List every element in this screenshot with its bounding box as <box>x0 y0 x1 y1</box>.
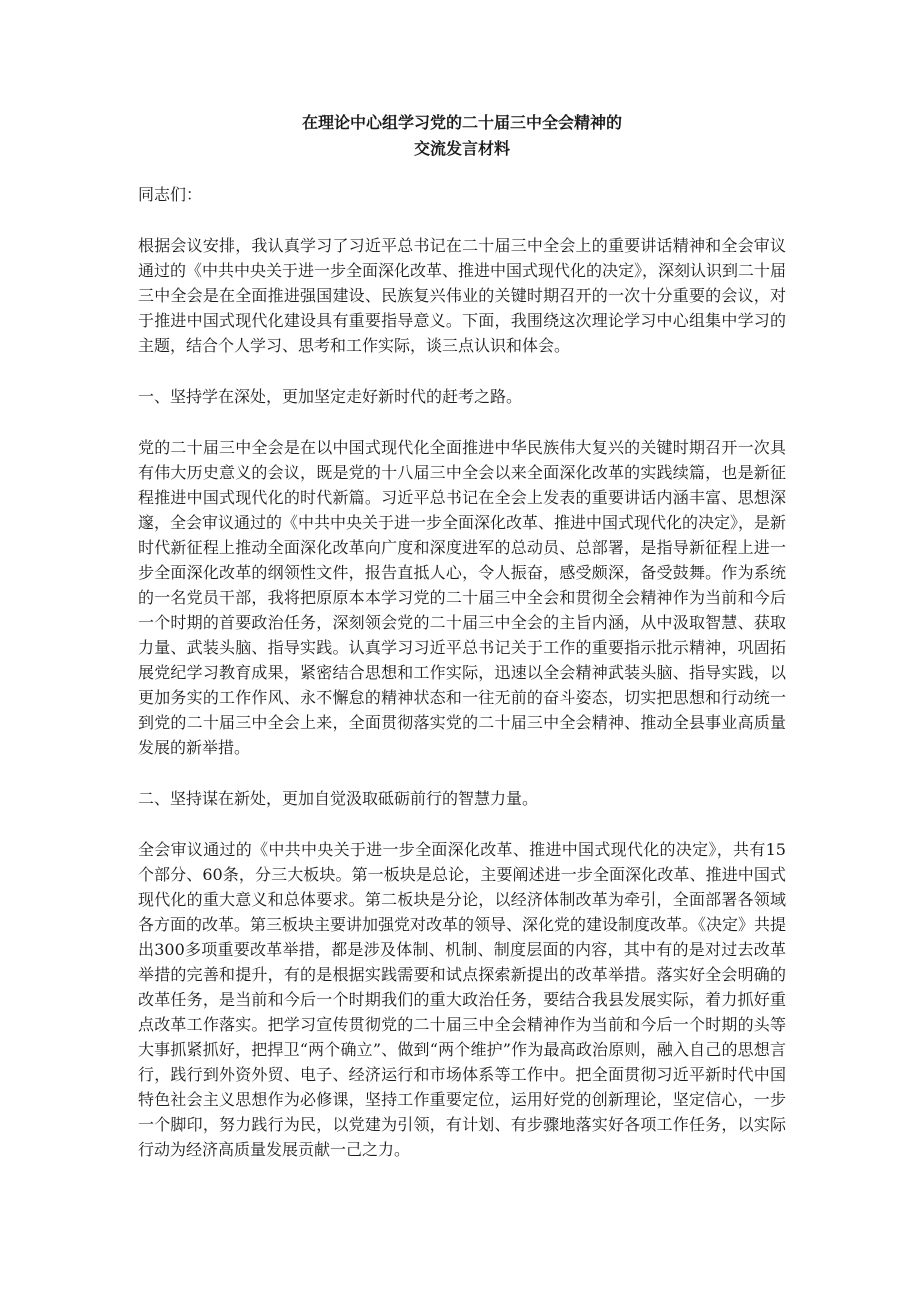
section-1-heading: 一、坚持学在深处，更加坚定走好新时代的赶考之路。 <box>138 387 523 406</box>
section-1-body: 党的二十届三中全会是在以中国式现代化全面推进中华民族伟大复兴的关键时期召开一次具有伟大历史意义的会议，既是党的十八届三中全会以来全面深化改革的实践续篇，也是新征程推进中国式现代化的时代新篇。习近平总书记在全会上发表的重要讲话内涵丰富、思想深邃，全会审议通过的《中共中央关于进一步全面深化改革、推进中国式现代化的决定》，是新时代新征程上推动全面深化改革向广度和深度进军的总动员、总部署，是指导新征程上进一步全面深化改革的纲领性文件，报告直抵人心，令人振奋，感受颇深，备受鼓舞。作为系统的一名党员干部，我将把原原本本学习党的二十届三中全会和贯彻全会精神作为当前和今后一个时期的首要政治任务，深刻领会党的二十届三中全会的主旨内涵，从中汲取智慧、获取力量、武装头脑、指导实践。认真学习习近平总书记关于工作的重要指示批示精神，巩固拓展党纪学习教育成果，紧密结合思想和工作实际，迅速以全会精神武装头脑、指导实践，以更加务实的工作作风、永不懈怠的精神状态和一往无前的奋斗姿态，切实把思想和行动统一到党的二十届三中全会上来，全面贯彻落实党的二十届三中全会精神、推动全县事业高质量发展的新举措。 <box>138 438 787 757</box>
intro-paragraph: 根据会议安排，我认真学习了习近平总书记在二十届三中全会上的重要讲话精神和全会审议通过的《中共中央关于进一步全面深化改革、推进中国式现代化的决定》，深刻认识到二十届三中全会是在全面推进强国建设、民族复兴伟业的关键时期召开的一次十分重要的会议，对于推进中国式现代化建设具有重要指导意义。下面，我围绕这次理论学习中心组集中学习的主题，结合个人学习、思考和工作实际，谈三点认识和体会。 <box>138 236 787 355</box>
section-2-heading: 二、坚持谋在新处，更加自觉汲取砥砺前行的智慧力量。 <box>138 789 539 808</box>
document-title <box>138 110 786 162</box>
document-page <box>138 110 786 1188</box>
title-line-1: 在理论中心组学习党的二十届三中全会精神的 <box>301 113 622 132</box>
salutation: 同志们： <box>138 185 203 204</box>
section-2-body: 全会审议通过的《中共中央关于进一步全面深化改革、推进中国式现代化的决定》，共有15个部分、60条，分三大板块。第一板块是总论，主要阐述进一步全面深化改革、推进中国式现代化的重大意义和总体要求。第二板块是分论，以经济体制改革为牵引，全面部署各领域各方面的改革。第三板块主要讲加强党对改革的领导、深化党的建设制度改革。《决定》共提出300多项重要改革举措，都是涉及体制、机制、制度层面的内容，其中有的是对过去改革举措的完善和提升，有的是根据实践需要和试点探索新提出的改革举措。落实好全会明确的改革任务，是当前和今后一个时期我们的重大政治任务，要结合我县发展实际，着力抓好重点改革工作落实。把学习宣传贯彻党的二十届三中全会精神作为当前和今后一个时期的头等大事抓紧抓好，把捍卫“两个确立”、做到“两个维护”作为最高政治原则，融入自己的思想言行，践行到外资外贸、电子、经济运行和市场体系等工作中。把全面贯彻习近平新时代中国特色社会主义思想作为必修课，坚持工作重要定位，运用好党的创新理论，坚定信心，一步一个脚印，努力践行为民，以党建为引领，有计划、有步骤地落实好各项工作任务，以实际行动为经济高质量发展贡献一己之力。 <box>138 840 787 1159</box>
title-line-2: 交流发言材料 <box>413 139 510 158</box>
